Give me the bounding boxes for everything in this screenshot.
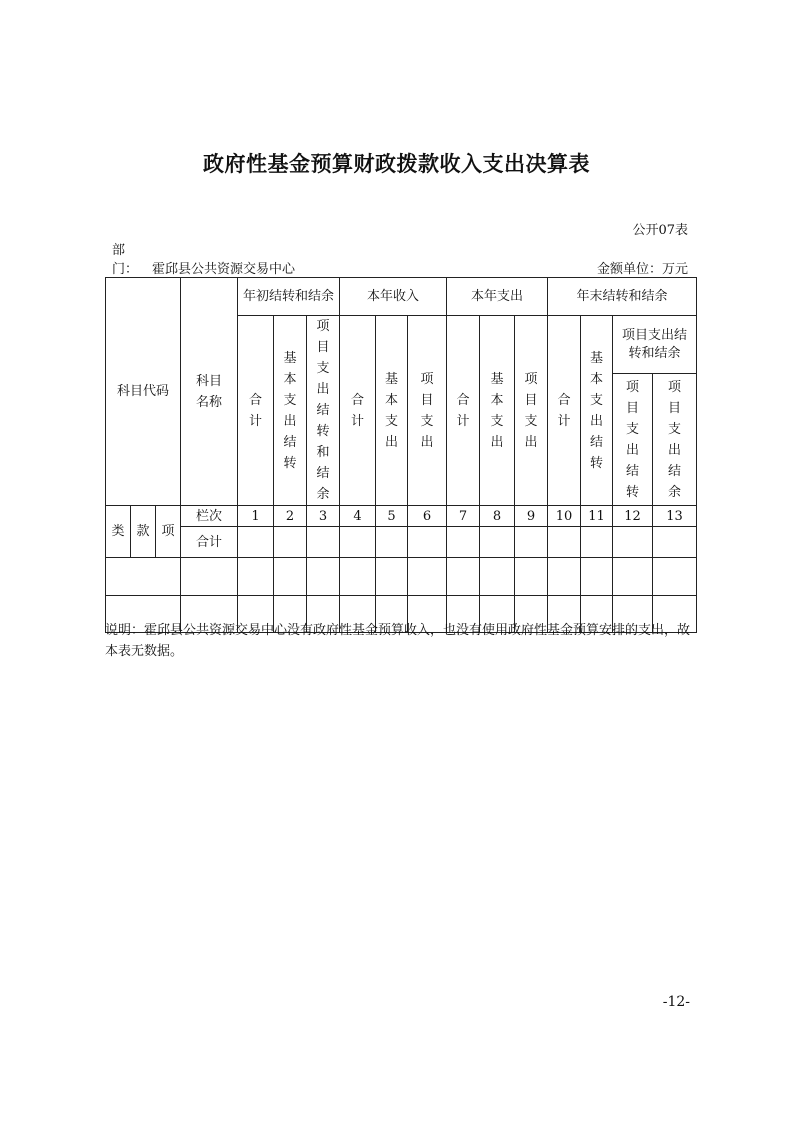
table-cell	[548, 527, 581, 558]
table-cell	[548, 558, 581, 596]
table-cell	[376, 527, 408, 558]
expense-col-basic	[480, 316, 515, 506]
group-end-header: 年末结转和结余	[548, 278, 697, 316]
table-row	[106, 527, 697, 558]
end-col-project-surplus	[653, 374, 697, 506]
group-income-header: 本年收入	[340, 278, 447, 316]
expense-col-basic-text: 基本支出	[490, 371, 504, 450]
table-cell	[613, 558, 653, 596]
begin-col-basic	[274, 316, 307, 506]
page-number: -12-	[662, 994, 690, 1010]
expense-col-total-text: 合计	[456, 392, 470, 429]
table-cell	[480, 527, 515, 558]
amount-unit: 金额单位：万元	[596, 262, 688, 277]
begin-col-basic-text: 基本支出结转	[283, 350, 297, 471]
table-row	[106, 558, 697, 596]
group-expense-header: 本年支出	[447, 278, 548, 316]
table-cell	[106, 558, 181, 596]
group-begin-text: 年初结转和结余	[242, 289, 334, 304]
col-number: 3	[307, 506, 340, 527]
col-number: 11	[581, 506, 613, 527]
col-number: 5	[376, 506, 408, 527]
subject-code-header: 科目代码	[106, 278, 181, 506]
kuan-header: 款	[131, 506, 156, 558]
col-number: 7	[447, 506, 480, 527]
subject-name-text: 科目名称	[195, 373, 222, 410]
col-number: 1	[238, 506, 274, 527]
expense-col-total	[447, 316, 480, 506]
group-begin-header	[238, 278, 340, 316]
xiang-header: 项	[156, 506, 181, 558]
table-cell	[480, 558, 515, 596]
end-col-project-carry	[613, 374, 653, 506]
table-cell	[653, 558, 697, 596]
table-cell	[307, 527, 340, 558]
table-cell	[274, 558, 307, 596]
begin-col-total	[238, 316, 274, 506]
lanci-label: 栏次	[181, 506, 238, 527]
income-col-project-text: 项目支出	[420, 371, 434, 450]
col-number: 9	[515, 506, 548, 527]
table-cell	[581, 527, 613, 558]
table-cell	[238, 558, 274, 596]
col-number: 10	[548, 506, 581, 527]
budget-table	[105, 277, 697, 633]
explanation-note: 说明：霍邱县公共资源交易中心没有政府性基金预算收入，也没有使用政府性基金预算安排的支出，故本表无数据。	[105, 623, 691, 659]
end-project-subheader	[613, 316, 697, 374]
end-project-subheader-text: 项目支出结转和结余	[621, 327, 687, 361]
table-cell	[376, 558, 408, 596]
end-col-basic	[581, 316, 613, 506]
end-col-project-surplus-text: 项目支出结余	[667, 379, 681, 500]
end-col-basic-text: 基本支出结转	[589, 350, 603, 471]
lei-header: 类	[106, 506, 131, 558]
expense-col-project-text: 项目支出	[524, 371, 538, 450]
col-number: 8	[480, 506, 515, 527]
begin-col-project	[307, 316, 340, 506]
table-cell	[581, 558, 613, 596]
table-cell	[181, 558, 238, 596]
dept-label-cont: 门：	[112, 262, 139, 277]
table-cell	[274, 527, 307, 558]
end-col-total	[548, 316, 581, 506]
page-title: 政府性基金预算财政拨款收入支出决算表	[203, 152, 590, 176]
table-cell	[613, 527, 653, 558]
col-number: 13	[653, 506, 697, 527]
dept-line	[112, 258, 295, 277]
table-cell	[408, 558, 447, 596]
table-cell	[447, 527, 480, 558]
table-cell	[408, 527, 447, 558]
table-cell	[340, 527, 376, 558]
begin-col-total-text: 合计	[248, 392, 262, 429]
col-number: 6	[408, 506, 447, 527]
table-cell	[238, 527, 274, 558]
dept-label: 部	[112, 243, 126, 258]
table-cell	[340, 558, 376, 596]
table-cell	[515, 527, 548, 558]
income-col-total-text: 合计	[350, 392, 364, 429]
table-cell	[515, 558, 548, 596]
income-col-basic	[376, 316, 408, 506]
table-cell	[653, 527, 697, 558]
col-number: 12	[613, 506, 653, 527]
end-col-project-carry-text: 项目支出结转	[625, 379, 639, 500]
income-col-project	[408, 316, 447, 506]
col-number: 4	[340, 506, 376, 527]
form-number: 公开07表	[632, 223, 688, 238]
subject-name-header	[181, 278, 238, 506]
income-col-total	[340, 316, 376, 506]
begin-col-project-text: 项目支出结转和结余	[316, 319, 330, 502]
table-cell	[447, 558, 480, 596]
col-number: 2	[274, 506, 307, 527]
table-cell	[307, 558, 340, 596]
total-label: 合计	[181, 527, 238, 558]
dept-name: 霍邱县公共资源交易中心	[152, 262, 296, 277]
end-col-total-text: 合计	[557, 392, 571, 429]
income-col-basic-text: 基本支出	[384, 371, 398, 450]
expense-col-project	[515, 316, 548, 506]
